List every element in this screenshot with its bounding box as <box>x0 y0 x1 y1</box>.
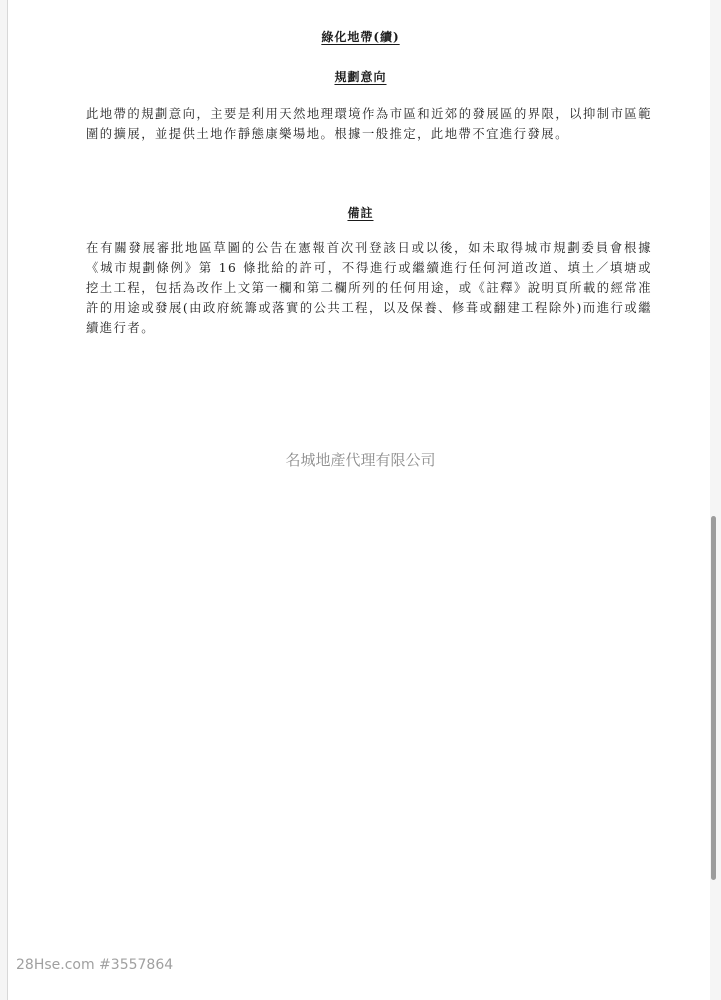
document-page <box>8 0 711 1000</box>
scrollbar-thumb[interactable] <box>711 516 716 880</box>
listing-watermark: 28Hse.com #3557864 <box>16 957 174 973</box>
intention-heading: 規劃意向 <box>334 70 387 84</box>
company-name-watermark: 名城地產代理有限公司 <box>285 451 436 469</box>
remarks-paragraph: 在有關發展審批地區草圖的公告在憲報首次刊登該日或以後，如未取得城市規劃委員會根據《城市規劃條例》第 16 條批給的許可，不得進行或繼續進行任何河道改道、填土／填塘或挖土工程，包括為改作上文第一欄和第二欄所列的任何用途，或《註釋》說明頁所載的經常准許的用途或發展(由政府統籌或落實的公共工程，以及保養、修葺或翻建工程除外)而進行或繼續進行者。 <box>86 241 652 335</box>
intention-paragraph: 此地帶的規劃意向，主要是利用天然地理環境作為市區和近郊的發展區的界限，以抑制市區範圍的擴展，並提供土地作靜態康樂場地。根據一般推定，此地帶不宜進行發展。 <box>86 107 652 141</box>
remarks-heading: 備註 <box>347 206 374 220</box>
zone-title: 綠化地帶(續) <box>321 30 400 44</box>
